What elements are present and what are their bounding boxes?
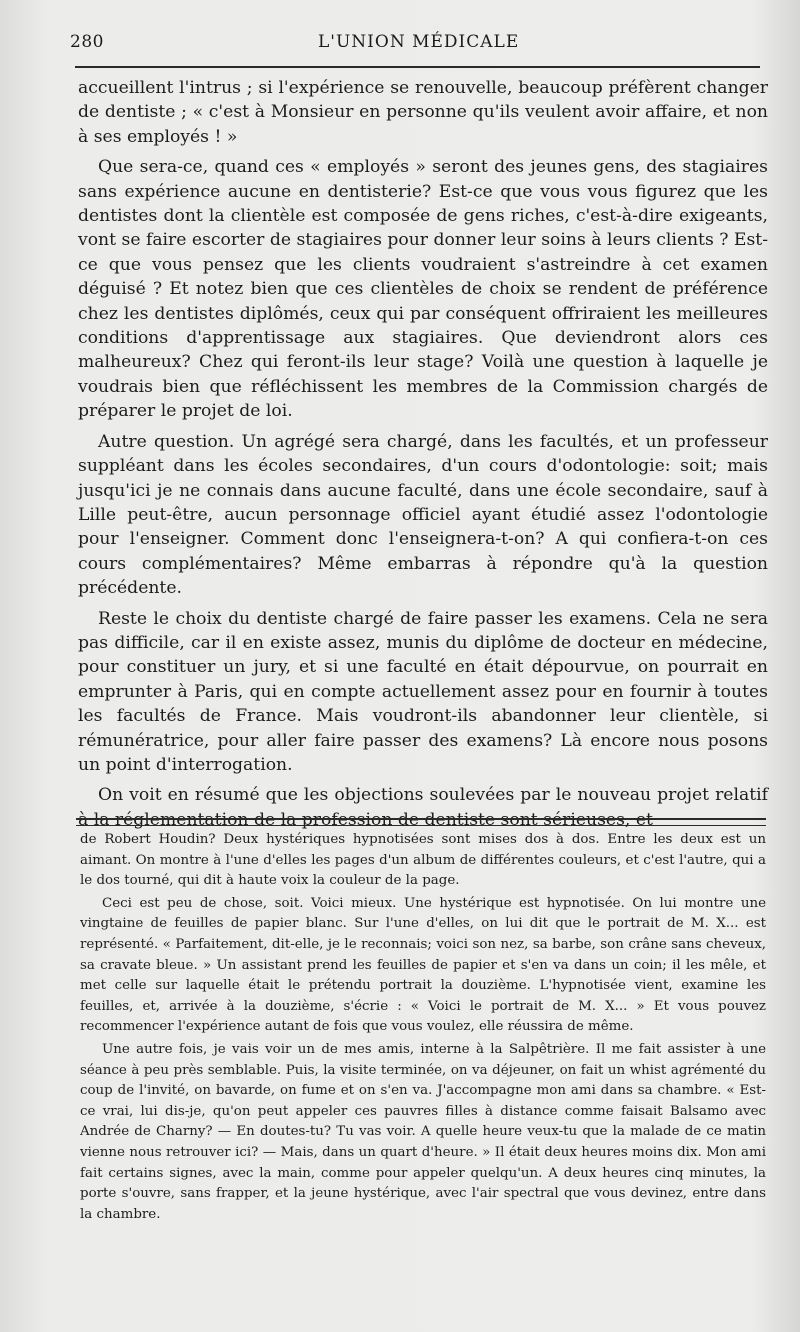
main-paragraph: On voit en résumé que les objections soulevées par le nouveau projet relatif à la réglementation de la profession de dentiste sont sérieuses, et bbox=[78, 785, 768, 830]
main-paragraph: Reste le choix du dentiste chargé de faire passer les examens. Cela ne sera pas difficile, car il en existe assez, munis du diplôme de docteur en médecine, pour constituer un jury, et si une faculté en était dépourvue, on pourrait en emprunter à Paris, qui en compte actuellement assez pour en fournir à toutes les facultés de France. Mais voudront-ils abandonner leur clientèle, si rémunératrice, pour aller faire passer des examens? Là encore nous posons un point d'interrogation. bbox=[78, 608, 768, 775]
main-paragraph: Autre question. Un agrégé sera chargé, dans les facultés, et un professeur suppléant dans les écoles secondaires, d'un cours d'odontologie: soit; mais jusqu'ici je ne connais dans aucune faculté, dans une école secondaire, sauf à Lille peut-être, aucun personnage officiel ayant étudié assez l'odontologie pour l'enseigner. Comment donc l'enseignera-t-on? A qui confiera-t-on ces cours complémentaires? Même embarras à répondre qu'à la question précédente. bbox=[78, 431, 768, 599]
footnote-paragraph: Ceci est peu de chose, soit. Voici mieux. Une hystérique est hypnotisée. On lui montre une vingtaine de feuilles de papier blanc. Sur l'une d'elles, on lui dit que le portrait de M. X... est représenté. « Parfaitement, dit-elle, je le reconnais; voici son nez, sa barbe, son crâne sans cheveux, sa cravate bleue. » Un assistant prend les feuilles de papier et s'en va dans un coin; il les mêle, et met celle sur laquelle était le prétendu portrait la douzième. L'hypnotisée vient, examine les feuilles, et, arrivée à la douzième, s'écrie : « Voici le portrait de M. X... » Et vous pouvez recommencer l'expérience autant de fois que vous voulez, elle réussira de même. bbox=[80, 895, 766, 1035]
page-header bbox=[70, 32, 760, 60]
footnote-rule bbox=[76, 818, 766, 826]
footnote-paragraph: de Robert Houdin? Deux hystériques hypnotisées sont mises dos à dos. Entre les deux est un aimant. On montre à l'une d'elles les pages d'un album de différentes couleurs, et c'est l'autre, qui a le dos tourné, qui dit à haute voix la couleur de la page. bbox=[80, 832, 766, 889]
page-number: 280 bbox=[70, 32, 104, 52]
running-title: L'UNION MÉDICALE bbox=[318, 32, 520, 52]
main-paragraph: accueillent l'intrus ; si l'expérience se renouvelle, beaucoup préfèrent changer de dentiste ; « c'est à Monsieur en personne qu'ils veulent avoir affaire, et non à ses employés ! » bbox=[78, 78, 768, 147]
header-rule bbox=[75, 66, 760, 68]
footnote-paragraph: Une autre fois, je vais voir un de mes amis, interne à la Salpêtrière. Il me fait assister à une séance à peu près semblable. Puis, la visite terminée, on va déjeuner, on fait un whist agrémenté du coup de l'invité, on bavarde, on fume et on s'en va. J'accompagne mon ami dans sa chambre. « Est-ce vrai, lui dis-je, qu'on peut appeler ces pauvres filles à distance comme faisait Balsamo avec Andrée de Charny? — En doutes-tu? Tu vas voir. A quelle heure veux-tu que la malade de ce matin vienne nous retrouver ici? — Mais, dans un quart d'heure. » Il était deux heures moins dix. Mon ami fait certains signes, avec la main, comme pour appeler quelqu'un. A deux heures cinq minutes, la porte s'ouvre, sans frapper, et la jeune hystérique, avec l'air spectral que vous devinez, entre dans la chambre. bbox=[80, 1041, 766, 1222]
main-paragraph: Que sera-ce, quand ces « employés » seront des jeunes gens, des stagiaires sans expérience aucune en dentisterie? Est-ce que vous vous figurez que les dentistes dont la clientèle est composée de gens riches, c'est-à-dire exigeants, vont se faire escorter de stagiaires pour donner leur soins à leurs clients ? Est-ce que vous pensez que les clients voudraient s'astreindre à cet examen déguisé ? Et notez bien que ces clientèles de choix se rendent de préférence chez les dentistes diplômés, ceux qui par conséquent offriraient les meilleures conditions d'apprentissage aux stagiaires. Que deviendront alors ces malheureux? Chez qui feront-ils leur stage? Voilà une question à laquelle je voudrais bien que réfléchissent les membres de la Commission chargés de préparer le projet de loi. bbox=[78, 157, 769, 422]
main-text bbox=[78, 76, 768, 838]
footnote bbox=[80, 830, 766, 1227]
